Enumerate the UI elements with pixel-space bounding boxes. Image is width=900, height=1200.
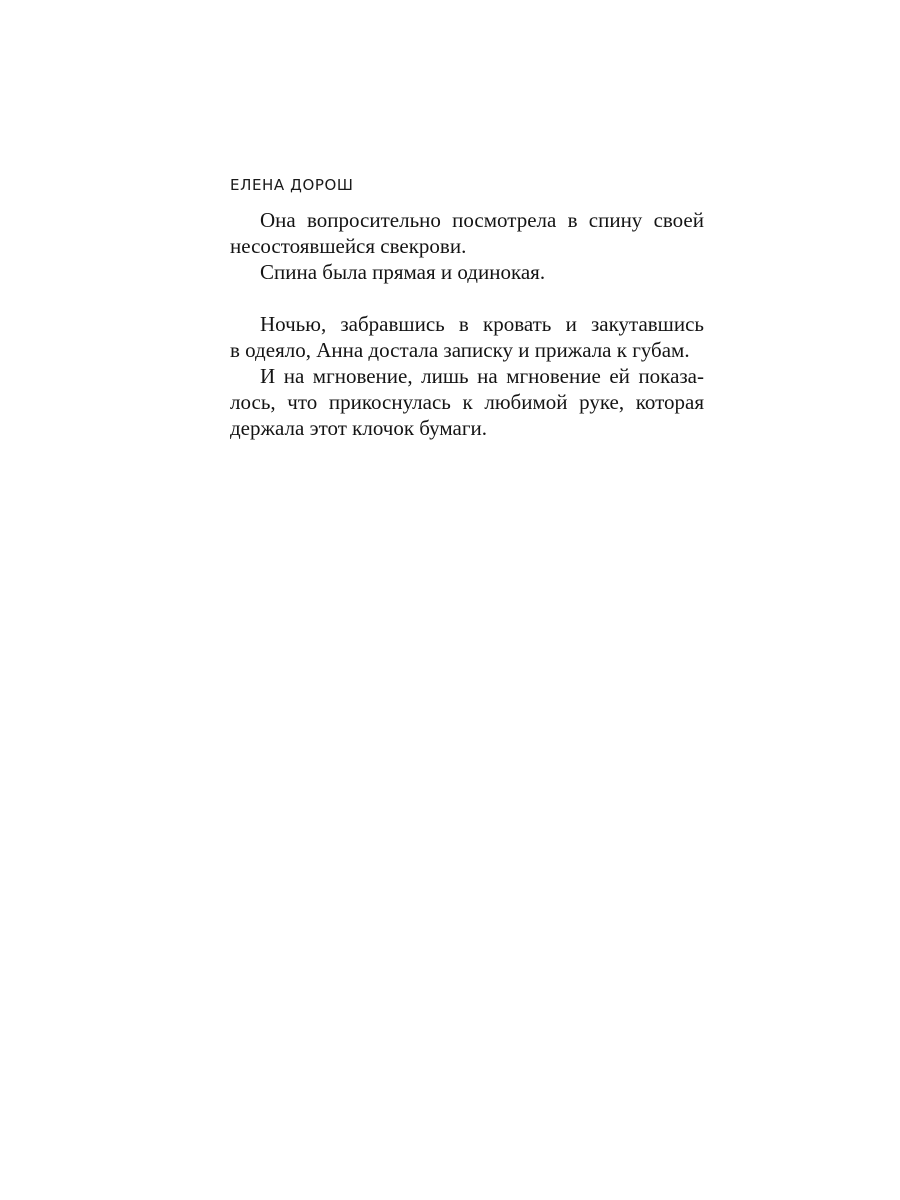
paragraph-line: Спина была прямая и одинокая. <box>260 260 546 284</box>
paragraph-line: И на мгновение, лишь на мгновение ей показа- <box>260 364 704 388</box>
paragraph-line: в одеяло, Анна достала записку и прижала к губам. <box>230 338 690 362</box>
paragraph-line: несостоявшейся свекрови. <box>230 234 467 258</box>
paragraph-line: держала этот клочок бумаги. <box>230 416 487 440</box>
paragraph-line: Ночью, забравшись в кровать и закутавшись <box>260 312 704 336</box>
section-break <box>230 285 704 311</box>
paragraph-line: лось, что прикоснулась к любимой руке, которая <box>230 390 704 414</box>
body-text <box>230 207 704 441</box>
running-head-author: ЕЛЕНА ДОРОШ <box>230 176 354 194</box>
paragraph-line: Она вопросительно посмотрела в спину своей <box>260 208 704 232</box>
